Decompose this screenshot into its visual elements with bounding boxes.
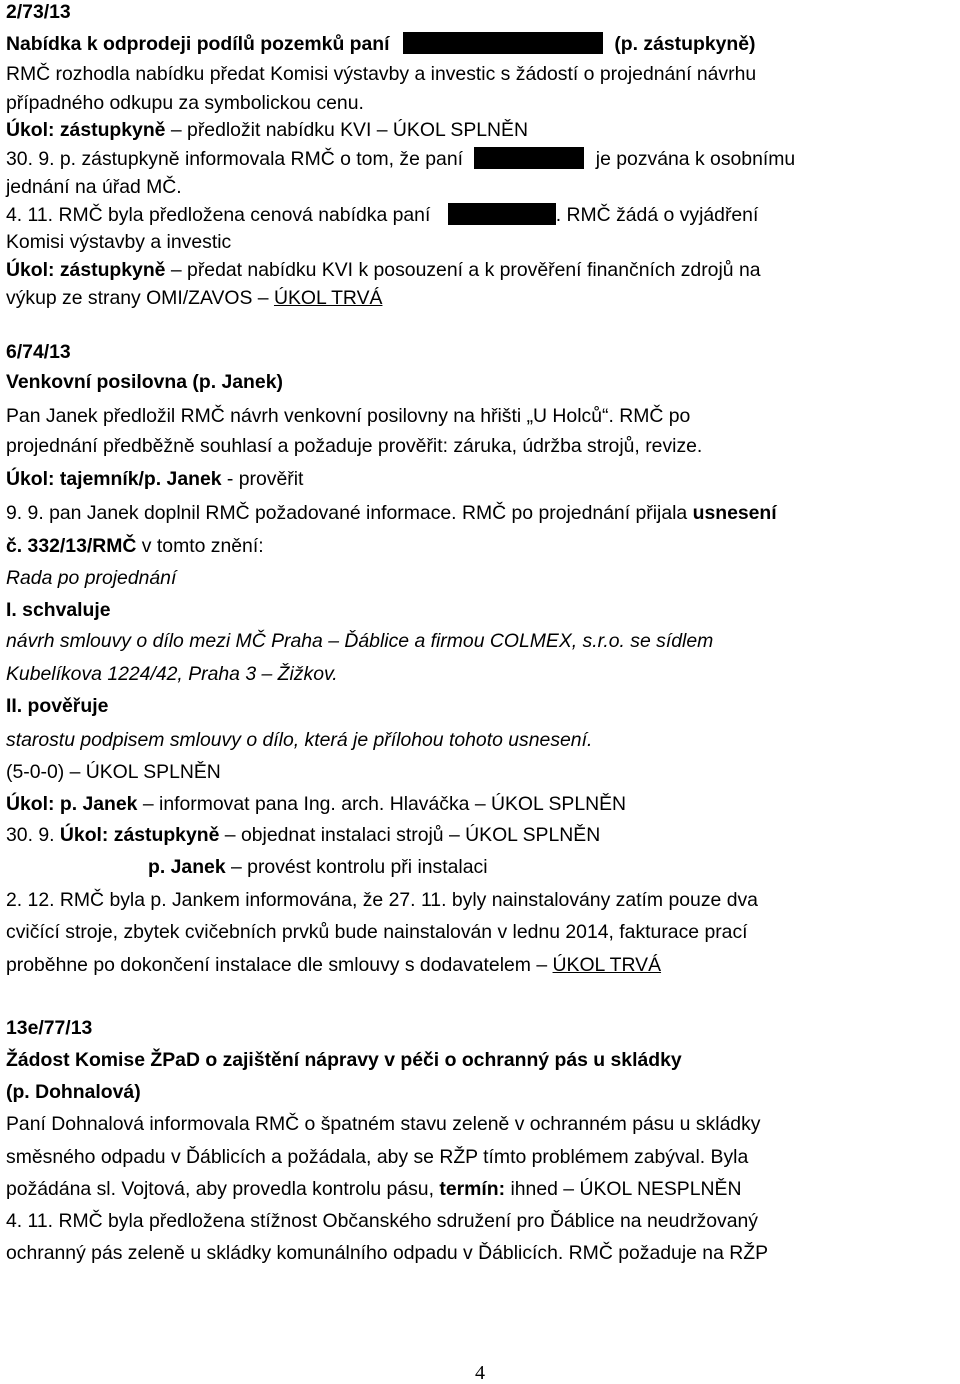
paragraph-line: směsného odpadu v Ďáblicích a požádala, aby se RŽP tímto problémem zabýval. Byla (6, 1146, 749, 1168)
paragraph-line: výkup ze strany OMI/ZAVOS – ÚKOL TRVÁ (6, 287, 383, 309)
paragraph-line: č. 332/13/RMČ v tomto znění: (6, 535, 264, 557)
status-trva: ÚKOL TRVÁ (552, 954, 662, 976)
resolution-id: 6/74/13 (6, 341, 71, 363)
task-line: p. Janek – provést kontrolu při instalaci (148, 856, 488, 878)
task-line: Úkol: zástupkyně – předložit nabídku KVI – ÚKOL SPLNĚN (6, 119, 528, 141)
resolution-delegate: II. pověřuje (6, 695, 109, 717)
task-line: 30. 9. Úkol: zástupkyně – objednat instalaci strojů – ÚKOL SPLNĚN (6, 824, 601, 846)
paragraph-line: Paní Dohnalová informovala RMČ o špatném stavu zeleně v ochranném pásu u skládky (6, 1113, 761, 1135)
resolution-preamble: Rada po projednání (6, 567, 177, 589)
page-number: 4 (475, 1362, 485, 1384)
section-title-2: (p. Dohnalová) (6, 1081, 141, 1103)
section-title: Venkovní posilovna (p. Janek) (6, 371, 283, 393)
paragraph-line: 2. 12. RMČ byla p. Jankem informována, že 27. 11. byly nainstalovány zatím pouze dva (6, 889, 758, 911)
redaction-block (403, 32, 603, 54)
paragraph-line: Komisi výstavby a investic (6, 231, 232, 253)
resolution-approve: I. schvaluje (6, 599, 111, 621)
section-title: Nabídka k odprodeji podílů pozemků paní (p. zástupkyně) (6, 33, 756, 55)
task-line: Úkol: zástupkyně – předat nabídku KVI k posouzení a k prověření finančních zdrojů na (6, 259, 761, 281)
paragraph-line: ochranný pás zeleně u skládky komunálního odpadu v Ďáblicích. RMČ požaduje na RŽP (6, 1242, 769, 1264)
redaction-block (448, 203, 556, 225)
paragraph-line: starostu podpisem smlouvy o dílo, která je přílohou tohoto usnesení. (6, 729, 593, 751)
status-trva: ÚKOL TRVÁ (273, 287, 383, 309)
paragraph-line: projednání předběžně souhlasí a požaduje prověřit: záruka, údržba strojů, revize. (6, 435, 703, 457)
paragraph-line: Pan Janek předložil RMČ návrh venkovní posilovny na hřišti „U Holců“. RMČ po (6, 405, 691, 427)
paragraph-line: návrh smlouvy o dílo mezi MČ Praha – Ďáblice a firmou COLMEX, s.r.o. se sídlem (6, 630, 714, 652)
resolution-id: 13e/77/13 (6, 1017, 93, 1039)
paragraph-line: 9. 9. pan Janek doplnil RMČ požadované informace. RMČ po projednání přijala usnesení (6, 502, 777, 524)
resolution-id: 2/73/13 (6, 1, 71, 23)
paragraph-line: proběhne po dokončení instalace dle smlouvy s dodavatelem – ÚKOL TRVÁ (6, 954, 662, 976)
section-title: Žádost Komise ŽPaD o zajištění nápravy v péči o ochranný pás u skládky (6, 1049, 682, 1071)
paragraph-line: případného odkupu za symbolickou cenu. (6, 92, 364, 114)
paragraph-line: RMČ rozhodla nabídku předat Komisi výstavby a investic s žádostí o projednání návrhu (6, 63, 757, 85)
paragraph-line: Kubelíkova 1224/42, Praha 3 – Žižkov. (6, 663, 338, 685)
paragraph-line: cvičící stroje, zbytek cvičebních prvků bude nainstalován v lednu 2014, fakturace prací (6, 921, 748, 943)
vote-line: (5-0-0) – ÚKOL SPLNĚN (6, 761, 221, 783)
paragraph-line: 30. 9. p. zástupkyně informovala RMČ o tom, že paní je pozvána k osobnímu (6, 148, 796, 170)
paragraph-line: požádána sl. Vojtová, aby provedla kontrolu pásu, termín: ihned – ÚKOL NESPLNĚN (6, 1178, 742, 1200)
task-line: Úkol: tajemník/p. Janek - prověřit (6, 468, 304, 490)
paragraph-line: 4. 11. RMČ byla předložena stížnost Občanského sdružení pro Ďáblice na neudržovaný (6, 1210, 758, 1232)
task-line: Úkol: p. Janek – informovat pana Ing. arch. Hlaváčka – ÚKOL SPLNĚN (6, 793, 627, 815)
paragraph-line: jednání na úřad MČ. (6, 176, 182, 198)
redaction-block (474, 147, 584, 169)
paragraph-line: 4. 11. RMČ byla předložena cenová nabídka paní . RMČ žádá o vyjádření (6, 204, 759, 226)
